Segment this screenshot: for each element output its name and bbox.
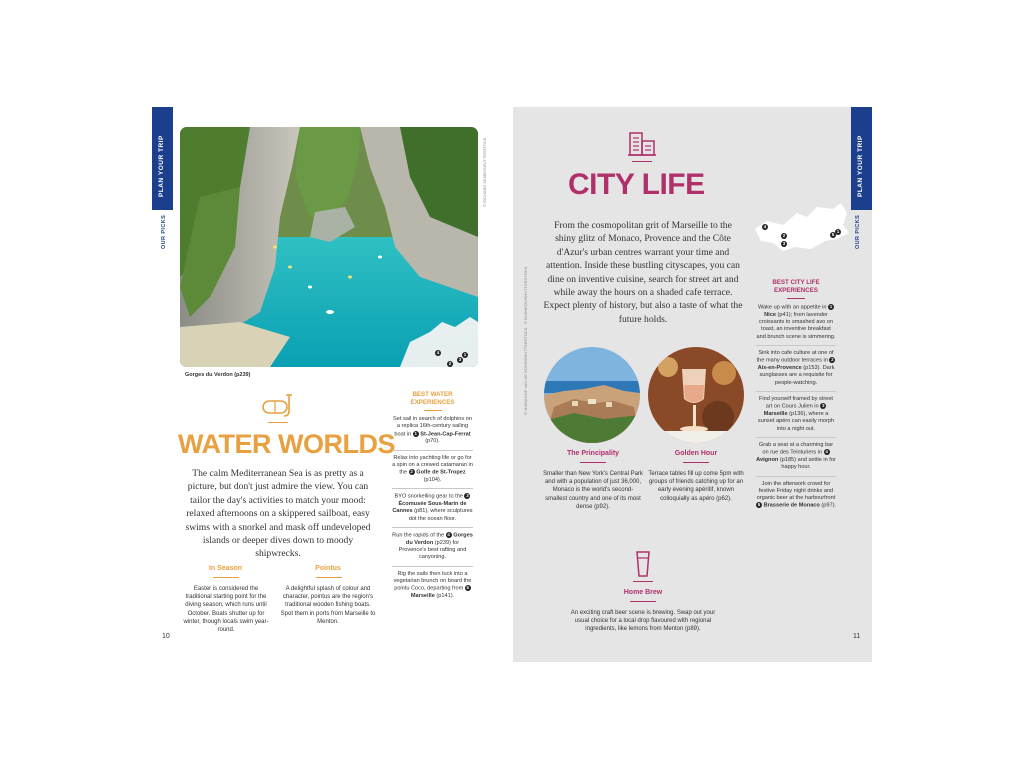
tab-label: PLAN YOUR TRIP: [158, 135, 165, 197]
right-page: [513, 107, 872, 662]
experience-item: Find yourself framed by street art on Cours Julien in 3 Marseille (p136), where a sunset apéro can easily morph into a night out.: [756, 392, 836, 438]
page-title: WATER WORLDS: [178, 429, 395, 459]
intro-text: From the cosmopolitan grit of Marseille to the shiny glitz of Monaco, Provence and the Côte d'Azur's urban centres warrant your time and attention. Inside these bustling cityscapes, you can dine on inventive cuisine, search for street art and while away the hours on a shaded cafe terrace. Expect plenty of history, but also a taste of what the future holds.: [543, 220, 743, 325]
beer-glass-icon: [635, 550, 651, 578]
experience-item: Grab a seat at a charming bar on rue des Teinturiers in 4 Avignon (p185) and settle in for happy hour.: [756, 438, 836, 477]
best-experiences-title: BEST CITY LIFE EXPERIENCES: [772, 279, 820, 294]
section-text-the-principality: Smaller than New York's Central Park and with a population of just 36,000, Monaco is the world's second-smallest country and one of its most dense (p92).: [543, 471, 643, 510]
plan-your-trip-tab[interactable]: [152, 107, 173, 210]
map-marker-2: 2: [448, 361, 452, 366]
map-marker-1: 1: [463, 352, 467, 357]
map-marker-5: 5: [831, 232, 835, 237]
photo-caption: Gorges du Verdon (p239): [185, 372, 251, 378]
icon-underline: [633, 581, 653, 582]
snorkel-mask-icon: [260, 393, 294, 419]
icon-underline: [268, 422, 288, 423]
marker-icon: 2: [831, 357, 834, 363]
intro-text: The calm Mediterranean Sea is as pretty as a picture, but don't just admire the view. You can tailor the day's activities to match your mood: relaxed afternoons on a skippered sailboat, easy swims with a snorkel and mask off undeveloped islands or deeper dives down to moody shipwrecks.: [185, 468, 371, 560]
left-page: [152, 107, 513, 662]
monaco-photo: [544, 347, 640, 443]
gorges-du-verdon-photo: [180, 127, 478, 367]
section-title-pointus: Pointus: [315, 565, 341, 572]
marker-icon: 1: [414, 430, 417, 436]
map-marker-2: 2: [782, 233, 786, 238]
section-title-in-season: In Season: [208, 565, 243, 572]
experience-item: Set sail in search of dolphins on a replica 16th-century sailing boat in 1 St-Jean-Cap-Ferrat (p70).: [392, 412, 473, 451]
experience-item: Wake up with an appetite in 1 Nice (p41); from lavender croissants to smashed avo on toast, an inventive breakfast and brunch scene is simmering.: [756, 300, 836, 346]
marker-icon: 2: [410, 469, 413, 475]
plan-your-trip-tab[interactable]: [851, 107, 872, 210]
section-underline: [630, 601, 656, 602]
map-marker-3: 3: [458, 357, 462, 362]
marker-icon: 5: [466, 585, 470, 591]
section-title-the-principality: The Principality: [566, 450, 620, 457]
city-buildings-icon: [628, 129, 658, 157]
section-title-golden-hour: Golden Hour: [674, 450, 718, 457]
best-experiences-box: [756, 279, 836, 514]
photo-credit: © RICHARD SEMIK/SHUTTERSTOCK: [482, 137, 487, 207]
experience-item: BYO snorkelling gear to the 3 Écomusée Sous-Marin de Cannes (p81), where sculptures dot the ocean floor.: [392, 489, 473, 528]
section-underline: [316, 577, 342, 578]
page-title: CITY LIFE: [568, 168, 705, 201]
experience-item: Rig the sails then tuck into a vegetarian brunch on board the pointu Coco, departing from 5 Marseille (p141).: [393, 570, 472, 600]
photo-credits: © MARIANNE VAN DE KOOR/SHUTTERSTOCK · © BUSHKOV/SHUTTERSTOCK: [523, 266, 528, 415]
section-underline: [683, 462, 709, 463]
experience-item: Relax into yachting life or go for a spin on a crewed catamaran in the 2 Golfe de St-Tropez (p104).: [392, 451, 473, 490]
map-marker-1: 1: [836, 229, 840, 234]
page-number: 10: [162, 633, 170, 640]
experience-item: Sink into cafe culture at one of the many outdoor terraces in 2 Aix-en-Provence (p153). Dark sunglasses are a requisite for people-watching.: [756, 346, 836, 392]
icon-underline: [632, 161, 652, 162]
subtab-label: OUR PICKS: [855, 214, 861, 249]
marker-icon: 4: [447, 532, 450, 538]
section-text-golden-hour: Terrace tables fill up come 5pm with groups of friends catching up for an early evening apéritif, known colloquially as apéro (p62).: [648, 471, 744, 502]
best-experiences-title: BEST WATER EXPERIENCES: [410, 391, 455, 406]
marker-icon: 5: [757, 502, 761, 508]
subtab-label: OUR PICKS: [161, 214, 167, 249]
marker-icon: 1: [829, 304, 833, 309]
section-text-in-season: Easter is considered the traditional starting point for the diving season, which runs until October. Boats shutter up for winter, though locals swim year-round.: [183, 586, 269, 634]
map-marker-4: 4: [436, 350, 440, 355]
marker-icon: 3: [466, 493, 469, 499]
section-underline: [213, 577, 239, 578]
experience-item: Join the afterwork crowd for festive Friday night drinks and organic beer at the harbourfront 5 Brasserie de Monaco (p97).: [756, 480, 837, 509]
section-underline: [580, 462, 606, 463]
section-text-pointus: A delightful splash of colour and character, pointus are the region's traditional wooden fishing boats. Spot them in ports from Marseille to Menton.: [280, 586, 376, 625]
page-number: 11: [853, 633, 861, 640]
wine-glass-photo: [648, 347, 744, 443]
tab-label: PLAN YOUR TRIP: [857, 135, 864, 197]
section-title-home-brew: Home Brew: [623, 589, 663, 596]
experience-item: Run the rapids of the 4 Gorges du Verdon (p239) for Provence's best rafting and canyoning.: [392, 528, 473, 567]
marker-icon: 4: [825, 449, 828, 455]
map-marker-4: 4: [763, 224, 767, 229]
best-experiences-box: [392, 391, 473, 604]
map-marker-3: 3: [782, 241, 786, 246]
section-text-home-brew: An exciting craft beer scene is brewing. Swap out your usual choice for a local drop flavoured with regional ingredients, like lemons from Menton (p89).: [570, 610, 716, 633]
marker-icon: 3: [821, 403, 825, 409]
